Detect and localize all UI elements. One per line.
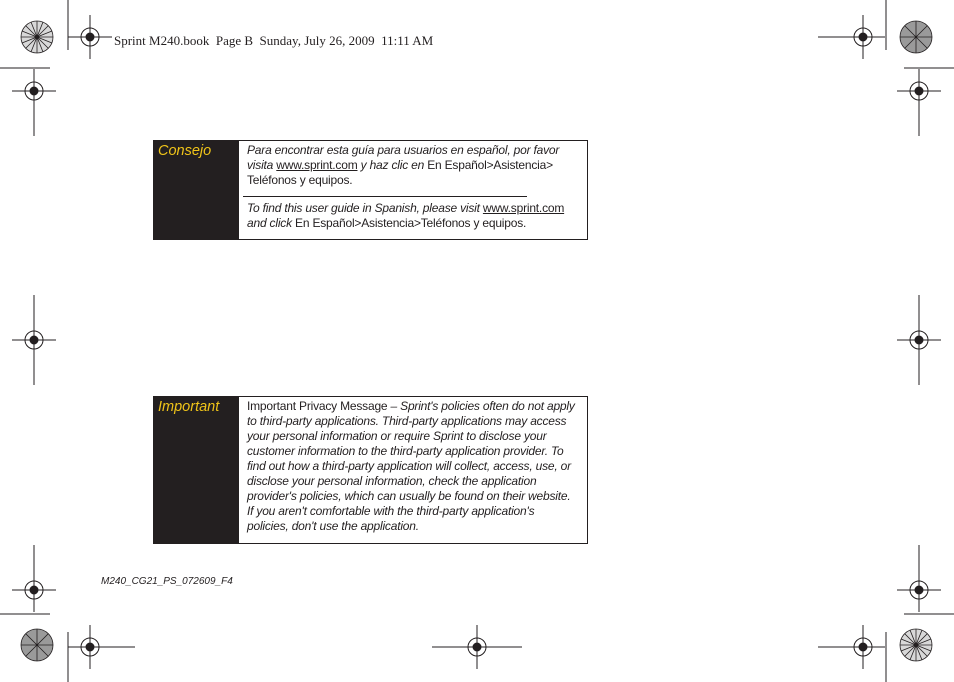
en-path-2: Asistencia xyxy=(361,216,414,230)
es-path-2: Asistencia xyxy=(493,158,547,172)
en-path-3: Teléfonos y equipos xyxy=(420,216,524,230)
starburst-target-icon xyxy=(21,21,932,661)
en-end: . xyxy=(523,216,527,230)
print-header: Sprint M240.book Page B Sunday, July 26, 2009 11:11 AM xyxy=(114,33,434,48)
en-sep-1: > xyxy=(354,216,362,230)
en-intro: To find this user guide in Spanish, please visit xyxy=(247,201,480,215)
es-mid: y haz clic en xyxy=(360,158,425,172)
en-mid: and click xyxy=(247,216,292,230)
important-heading: Important Privacy Message xyxy=(247,399,388,413)
important-label: Important xyxy=(154,397,239,543)
footer-code: M240_CG21_PS_072609_F4 xyxy=(101,576,233,587)
consejo-label: Consejo xyxy=(154,141,239,239)
es-sep-2: > xyxy=(546,158,553,172)
es-end: . xyxy=(349,173,353,187)
es-path-1: En Español xyxy=(427,158,487,172)
en-sep-2: > xyxy=(413,216,421,230)
es-path-3: Teléfonos y equipos xyxy=(247,173,350,187)
important-text: – Sprint's policies often do not apply to third-party applications. Third-party applications may access your personal information or require Sprint to disclose your customer information to the third-party application provider. To find out how a third-party application will collect, access, use, or disclose your personal information, check the application provider's policies, which can usually be found on their website. If you aren't comfortable with the third-party application's policies, don't use the application. xyxy=(247,399,575,533)
es-intro: Para encontrar esta guía para usuarios en español, por favor visita xyxy=(247,143,560,172)
en-sprint-link[interactable]: www.sprint.com xyxy=(482,201,565,215)
en-path-1: En Español xyxy=(295,216,355,230)
es-sprint-link[interactable]: www.sprint.com xyxy=(276,158,358,172)
crosshair-icon xyxy=(12,15,941,669)
es-sep-1: > xyxy=(486,158,494,172)
